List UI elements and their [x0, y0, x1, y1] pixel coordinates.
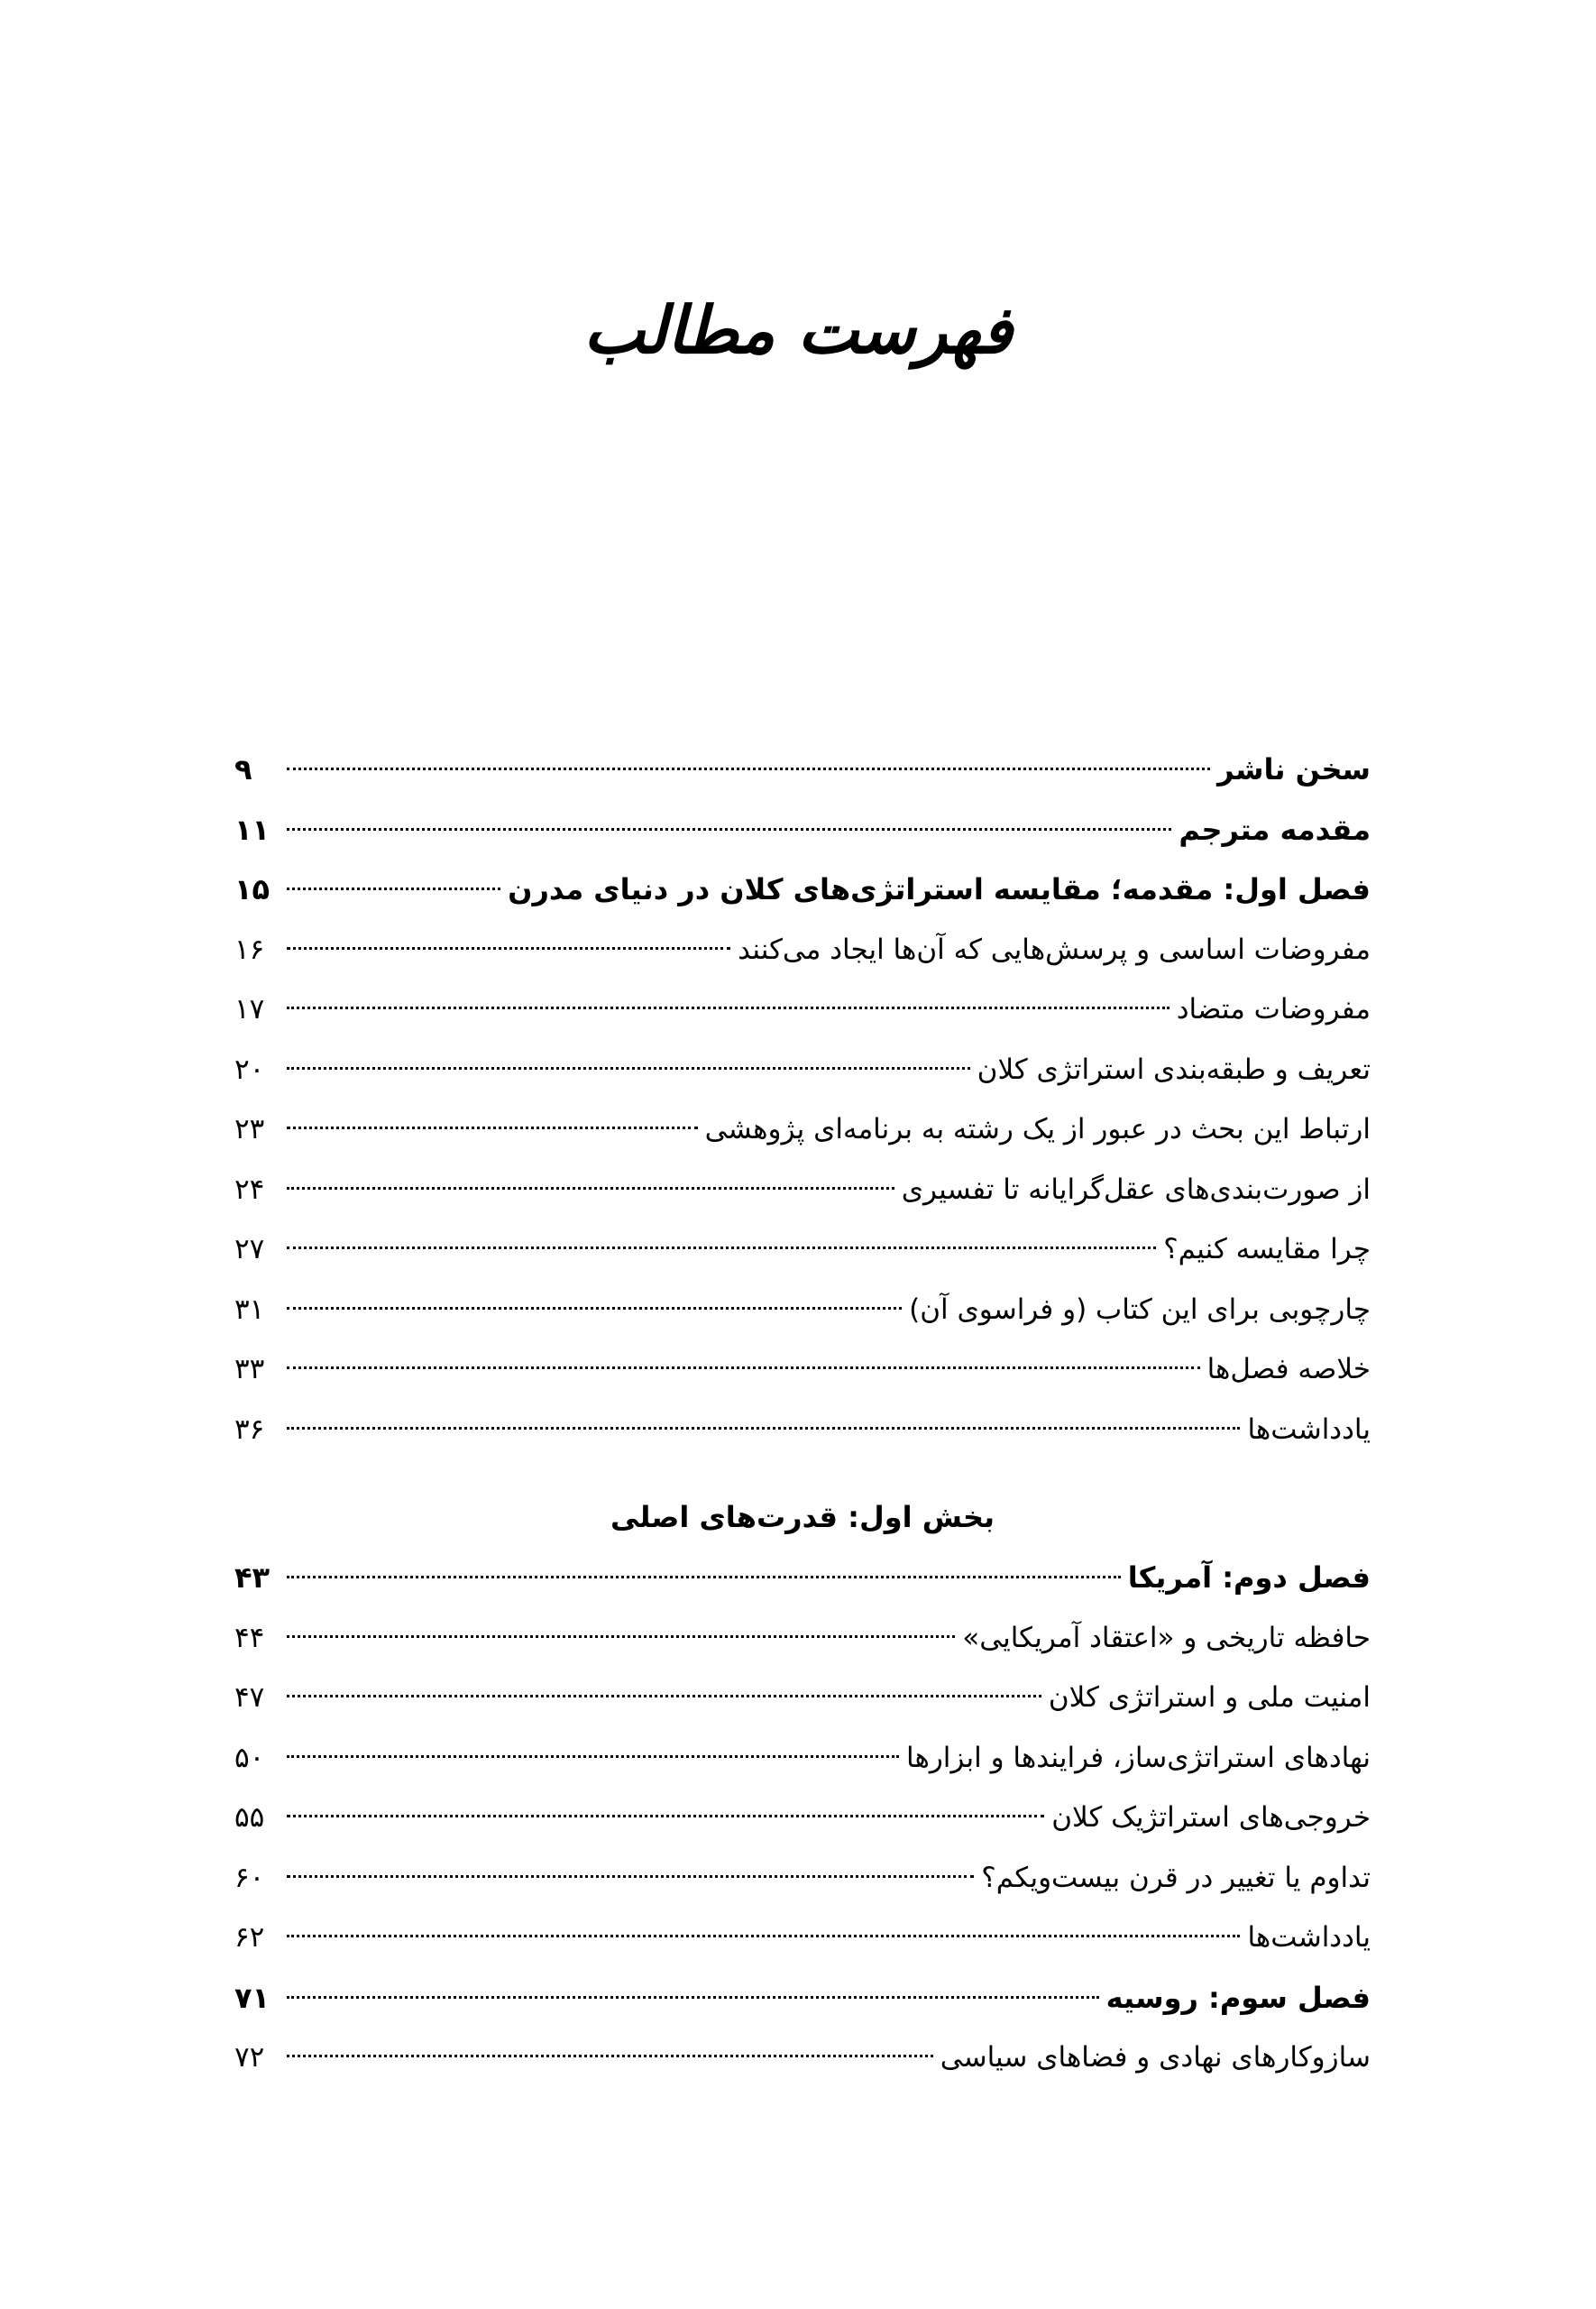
toc-entry-page-number: ۳۶	[234, 1412, 265, 1446]
toc-entry-page-number: ۲۷	[234, 1233, 265, 1265]
toc-entry[interactable]	[234, 920, 1371, 980]
toc-entry[interactable]	[234, 1968, 1371, 2028]
toc-entry-title: تعریف و طبقه‌بندی استراتژی کلان	[977, 1053, 1371, 1086]
toc-entry-page-number: ۲۴	[234, 1173, 265, 1206]
toc-entry[interactable]	[234, 1040, 1371, 1100]
toc-entry-title: مقدمه مترجم	[1179, 812, 1371, 847]
toc-entry-page-number: ۵۵	[234, 1801, 265, 1834]
toc-entry-title: سخن ناشر	[1217, 752, 1371, 787]
dot-leader	[287, 1695, 1041, 1697]
dot-leader	[287, 1007, 1169, 1009]
toc-entry-page-number: ۲۳	[234, 1113, 265, 1145]
dot-leader	[287, 1815, 1044, 1817]
dot-leader	[287, 828, 1171, 831]
dot-leader	[287, 947, 730, 950]
toc-entry[interactable]	[234, 1848, 1371, 1909]
toc-entry[interactable]	[234, 1908, 1371, 1968]
table-of-contents	[234, 740, 1371, 2088]
toc-entry-title: فصل اول: مقدمه؛ مقایسه استراتژی‌های کلان در دنیای مدرن	[508, 872, 1371, 906]
toc-entry-page-number: ۳۳	[234, 1353, 265, 1385]
dot-leader	[287, 1067, 970, 1070]
dot-leader	[287, 768, 1210, 770]
section-heading: بخش اول: قدرت‌های اصلی	[610, 1500, 995, 1534]
toc-entry-title: سازوکارهای نهادی و فضاهای سیاسی	[940, 2041, 1371, 2074]
toc-entry[interactable]	[234, 980, 1371, 1040]
toc-entry[interactable]	[234, 1400, 1371, 1460]
dot-leader	[287, 1996, 1099, 1999]
toc-entry-title: امنیت ملی و استراتژی کلان	[1048, 1681, 1371, 1714]
toc-entry-page-number: ۱۱	[234, 812, 271, 847]
toc-entry-page-number: ۱۶	[234, 933, 265, 966]
toc-entry[interactable]	[234, 860, 1371, 920]
dot-leader	[287, 1635, 955, 1638]
toc-entry-title: فصل سوم: روسیه	[1105, 1980, 1371, 2015]
toc-entry-page-number: ۴۴	[234, 1621, 265, 1654]
dot-leader	[287, 1127, 698, 1129]
dot-leader	[287, 1875, 974, 1878]
toc-entry-title: خروجی‌های استراتژیک کلان	[1051, 1801, 1371, 1834]
dot-leader	[287, 1307, 902, 1310]
toc-entry-title: یادداشت‌ها	[1247, 1412, 1371, 1446]
toc-entry[interactable]	[234, 1728, 1371, 1789]
toc-entry[interactable]	[234, 1788, 1371, 1848]
toc-entry-title: نهادهای استراتژی‌ساز، فرایندها و ابزارها	[906, 1741, 1371, 1774]
toc-entry-title: فصل دوم: آمریکا	[1127, 1560, 1371, 1595]
toc-entry-page-number: ۴۷	[234, 1681, 265, 1714]
dot-leader	[287, 1755, 899, 1758]
toc-entry-title: چرا مقایسه کنیم؟	[1163, 1233, 1371, 1265]
toc-entry[interactable]	[234, 1548, 1371, 1608]
toc-entry-page-number: ۷۲	[234, 2041, 265, 2074]
dot-leader	[287, 1366, 1200, 1369]
toc-entry-title: مفروضات اساسی و پرسش‌هایی که آن‌ها ایجاد می‌کنند	[738, 933, 1371, 966]
toc-entry-page-number: ۹	[234, 752, 252, 787]
dot-leader	[287, 888, 500, 890]
dot-leader	[287, 1576, 1121, 1578]
dot-leader	[287, 1427, 1240, 1430]
toc-entry-title: از صورت‌بندی‌های عقل‌گرایانه تا تفسیری	[901, 1173, 1371, 1206]
dot-leader	[287, 1935, 1240, 1937]
toc-group-intro	[234, 740, 1371, 1459]
toc-entry-page-number: ۶۲	[234, 1921, 265, 1954]
toc-entry-title: یادداشت‌ها	[1247, 1921, 1371, 1954]
toc-entry-title: تداوم یا تغییر در قرن بیست‌ویکم؟	[981, 1861, 1371, 1894]
toc-entry[interactable]	[234, 1608, 1371, 1669]
toc-entry[interactable]	[234, 1219, 1371, 1280]
toc-entry[interactable]	[234, 1160, 1371, 1220]
toc-entry[interactable]	[234, 740, 1371, 800]
toc-entry[interactable]	[234, 2028, 1371, 2088]
toc-entry-title: مفروضات متضاد	[1176, 993, 1371, 1026]
toc-entry-page-number: ۵۰	[234, 1741, 265, 1774]
toc-entry-title: خلاصه فصل‌ها	[1206, 1353, 1371, 1385]
dot-leader	[287, 2055, 933, 2057]
toc-entry[interactable]	[234, 1339, 1371, 1400]
toc-entry-page-number: ۱۷	[234, 993, 265, 1026]
toc-entry-page-number: ۷۱	[234, 1980, 271, 2015]
toc-entry-page-number: ۲۰	[234, 1053, 265, 1086]
toc-entry-page-number: ۴۳	[234, 1560, 271, 1595]
toc-entry[interactable]	[234, 1099, 1371, 1160]
toc-entry-title: ارتباط این بحث در عبور از یک رشته به برنامه‌ای پژوهشی	[704, 1113, 1371, 1145]
toc-entry-title: حافظه تاریخی و «اعتقاد آمریکایی»	[962, 1621, 1371, 1654]
page-title: فهرست مطالب	[583, 291, 1013, 368]
toc-entry-title: چارچوبی برای این کتاب (و فراسوی آن)	[909, 1292, 1371, 1326]
toc-group-part-one	[234, 1548, 1371, 2088]
toc-entry[interactable]	[234, 1280, 1371, 1340]
toc-entry[interactable]	[234, 1668, 1371, 1728]
toc-entry-page-number: ۶۰	[234, 1861, 265, 1894]
dot-leader	[287, 1187, 894, 1190]
toc-entry-page-number: ۳۱	[234, 1292, 265, 1326]
toc-entry-page-number: ۱۵	[234, 872, 271, 906]
toc-entry[interactable]	[234, 800, 1371, 860]
dot-leader	[287, 1246, 1156, 1249]
